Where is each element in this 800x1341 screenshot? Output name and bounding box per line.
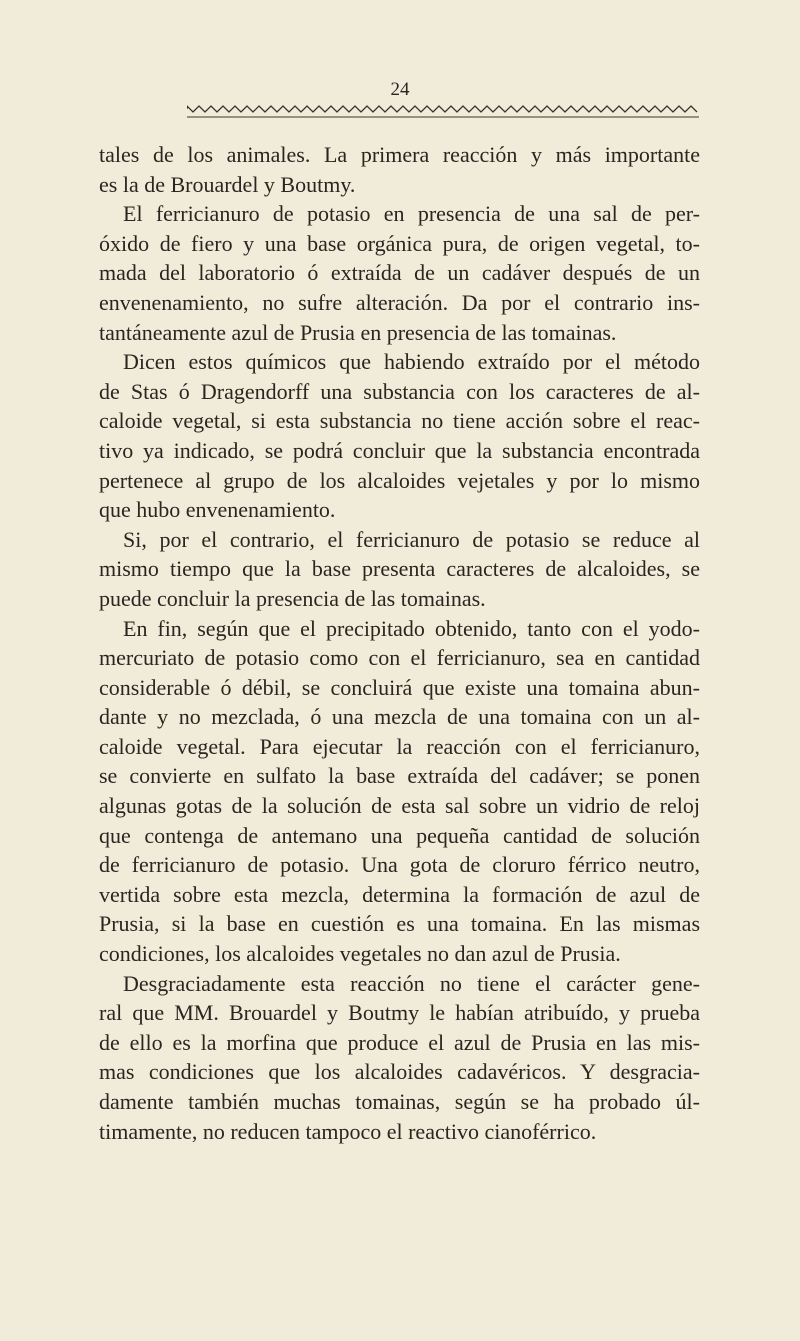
- text-line: considerable ó débil, se concluirá que existe una tomaina abun-: [99, 674, 700, 700]
- text-line: algunas gotas de la solución de esta sal sobre un vidrio de reloj: [99, 793, 700, 819]
- text-line: Si, por el contrario, el ferricianuro de potasio se reduce al: [123, 526, 700, 552]
- text-line: mas condiciones que los alcaloides cadavéricos. Y desgracia-: [99, 1059, 700, 1085]
- text-line: Dicen estos químicos que habiendo extraído por el método: [123, 349, 700, 375]
- text-line: óxido de fiero y una base orgánica pura, de origen vegetal, to-: [99, 230, 700, 256]
- text-line: mismo tiempo que la base presenta caracteres de alcaloides, se: [99, 556, 700, 582]
- text-line: vertida sobre esta mezcla, determina la formación de azul de: [99, 881, 700, 907]
- text-line: Prusia, si la base en cuestión es una tomaina. En las mismas: [99, 911, 700, 937]
- text-line: que hubo envenenamiento.: [99, 497, 336, 523]
- text-line: es la de Brouardel y Boutmy.: [99, 171, 356, 197]
- text-line: damente también muchas tomainas, según se ha probado úl-: [99, 1089, 700, 1114]
- text-line: tivo ya indicado, se podrá concluir que la substancia encontrada: [99, 437, 700, 463]
- text-line: de ello es la morfina que produce el azul de Prusia en las mis-: [99, 1029, 700, 1055]
- page-number: 24: [390, 79, 410, 100]
- text-line: tantáneamente azul de Prusia en presencia de las tomainas.: [99, 319, 617, 345]
- text-line: de ferricianuro de potasio. Una gota de cloruro férrico neutro,: [99, 852, 700, 878]
- text-line: tales de los animales. La primera reacción y más importante: [99, 142, 700, 167]
- body-text: [99, 140, 700, 1146]
- text-line: puede concluir la presencia de las tomainas.: [99, 585, 486, 611]
- text-line: ral que MM. Brouardel y Boutmy le habían atribuído, y prueba: [99, 1000, 700, 1026]
- text-line: En fin, según que el precipitado obtenido, tanto con el yodo-: [123, 615, 700, 641]
- text-line: mercuriato de potasio como con el ferricianuro, sea en cantidad: [99, 645, 700, 671]
- text-line: pertenece al grupo de los alcaloides vejetales y por lo mismo: [99, 467, 700, 493]
- zigzag-ornament: [187, 106, 697, 112]
- text-line: caloide vegetal. Para ejecutar la reacción con el ferricianuro,: [99, 733, 700, 759]
- text-line: mada del laboratorio ó extraída de un cadáver después de un: [99, 260, 700, 286]
- text-line: se convierte en sulfato la base extraída del cadáver; se ponen: [99, 763, 700, 789]
- text-line: dante y no mezclada, ó una mezcla de una tomaina con un al-: [99, 704, 700, 730]
- text-line: Desgraciadamente esta reacción no tiene el carácter gene-: [123, 970, 700, 996]
- text-line: que contenga de antemano una pequeña cantidad de solución: [99, 822, 700, 848]
- text-line: El ferricianuro de potasio en presencia de una sal de per-: [123, 201, 700, 227]
- text-line: timamente, no reducen tampoco el reactivo cianoférrico.: [99, 1118, 597, 1144]
- text-line: condiciones, los alcaloides vegetales no dan azul de Prusia.: [99, 941, 621, 967]
- ornamental-rule: [187, 101, 699, 121]
- text-line: caloide vegetal, si esta substancia no tiene acción sobre el reac-: [99, 408, 700, 434]
- text-line: de Stas ó Dragendorff una substancia con los caracteres de al-: [99, 378, 700, 404]
- text-line: envenenamiento, no sufre alteración. Da por el contrario ins-: [99, 289, 700, 315]
